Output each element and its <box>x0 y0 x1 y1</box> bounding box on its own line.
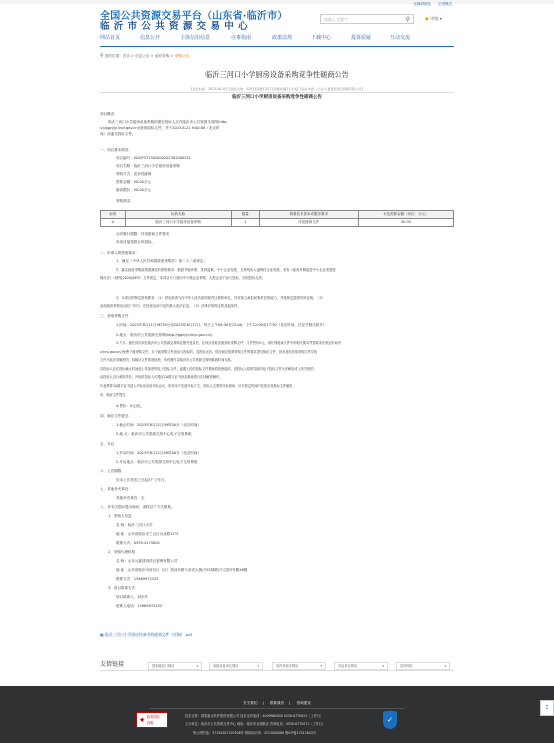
attachment-link[interactable] <box>100 632 192 637</box>
body-line: 1、满足《中华人民共和国政府采购法》第二十二条规定； <box>116 259 207 263</box>
body-line: 地 址：山东省临沂市河东区（区）滨河东路与卓亮大街(号环球路)中立院3号楼16楼 <box>116 568 248 572</box>
nav-credit[interactable]: 主体信用信息 <box>180 35 211 41</box>
friend-link-select[interactable] <box>396 662 450 670</box>
body-line: 自本公告发布之日起3个工作日。 <box>116 478 168 482</box>
body-line: 临沂三河口小学厨房设备采购的潜在投标人应在临沂市公共资源交易网(http <box>108 120 227 124</box>
footer-links: 关于我们 | 联系我们 | 咨询建议 <box>243 701 311 705</box>
body-line: 采购方式：竞争性磋商 <box>116 172 152 176</box>
accessibility-link[interactable]: 无障碍浏览 <box>413 2 431 6</box>
breadcrumb-path[interactable]: 首页 > 信息公告 > 政府采购 > <box>122 54 175 58</box>
friend-links-label: 友情链接 <box>100 661 125 668</box>
select-label: 省内其他市网站 <box>276 664 299 668</box>
main-nav <box>100 35 454 45</box>
body-line: 2.开启地点：临沂市公共资源交易中心电子交易系统 <box>116 460 198 464</box>
select-label: 省级省直单位网站 <box>213 664 239 668</box>
article-subtitle: 临沂三河口小学厨房设备采购竞争性磋商公告 <box>232 95 322 100</box>
body-line: 代表携带CA数字证书进入开标室参加开标会议，如采用不见面开标方式，投标人无需到开标现场，应在规定时间内在线完成投标文件解密。 <box>100 384 296 388</box>
footer-tech-support: 技术支持：国泰新点软件股份有限公司 技术支持电话：4009980000 0539-8770051（工作日） <box>185 714 324 718</box>
column-header: 标的 <box>101 211 126 219</box>
body-line: 最高限价：50.00万元 <box>116 188 151 192</box>
body-line: 文件不能正常解密的，其响应文件将被拒绝，所有操作以临沂市公共资源交易网系统时间为准。 <box>100 358 234 362</box>
location-label: 市级 <box>430 16 439 21</box>
body-line: 二、申请人的资格要求： <box>100 251 140 255</box>
body-line: 采购需求： <box>116 199 134 203</box>
nav-home[interactable]: 网站首页 <box>100 35 121 41</box>
body-line: 联系方式：0539-4175802 <box>116 541 160 545</box>
float-toolbar-icon[interactable]: ⇪ <box>540 700 554 716</box>
page-title: 临沂三河口小学厨房设备采购竞争性磋商公告 <box>205 70 349 79</box>
column-header: 本包预算金额（单位：万元） <box>358 211 453 219</box>
table-cell: 1 <box>231 219 259 227</box>
friend-link-select[interactable] <box>334 662 388 670</box>
location-select[interactable] <box>425 16 442 22</box>
breadcrumb-current[interactable]: 采购公告 <box>174 54 189 58</box>
body-line: 3.方式：潜在供应商在临沂市公共资源交易网注册并登录后，在项目获取页面获取采购文件，文件售价0元，请仔细阅读文件中的相关要求并按要求在规定时间内 <box>116 341 342 345</box>
badge-title: 政府网站 <box>147 715 160 719</box>
chevron-down-icon: ▾ <box>196 664 198 668</box>
body-line: 四、响应文件提交： <box>100 414 132 418</box>
body-line: 1．采购人信息 <box>108 514 132 518</box>
body-line: 其他补充事宜：无 <box>116 496 145 500</box>
badge-subtitle: 找错 <box>147 721 154 725</box>
body-line: 理办法》（财库[2020]46号）文件规定，本项目专门面向中小微企业采购，大型企业不参与投标，否则投标无效。 <box>100 276 266 280</box>
pdf-file-icon: ▦ <box>100 632 104 637</box>
footer-about-link[interactable]: 关于我们 <box>243 701 258 705</box>
security-shield-icon[interactable]: ✓ <box>383 711 397 729</box>
gov-emblem-icon: ★ <box>139 716 146 724</box>
friend-link-select[interactable] <box>148 662 202 670</box>
body-line: 项目名称：临沂三河口小学厨房设备采购 <box>116 164 180 168</box>
body-line: 七、其他补充事宜： <box>100 487 132 491</box>
body-line: y.linyi.gov.cn/)免费下载采购文件，未下载采购文件而参与投标的，其投标无效。供应商应按照采购文件的要求提交响应文件，因未及时获取采购文件导致 <box>100 350 318 354</box>
body-line: 3．项目联系方式 <box>108 586 136 590</box>
body-line: 各投标人应在投标截止时间前上传加密的电子投标文件，逾期上传的投标文件系统将拒绝接收，因投标人原因导致的电子投标文件无法解密或上传失败的， <box>100 367 317 371</box>
footer-host: 主办单位：临沂市公共资源交易中心 地址：临沂市北城新区 咨询电话：0539-8770071（工作日） <box>185 722 326 726</box>
attachment-name: 临沂三河口小学厨房设备采购磋商文件（定稿）.pdf <box>104 632 192 637</box>
body-line: 由投标人自行承担责任。开标时投标人可通过CA数字证书登录系统进行在线解密操作。 <box>100 375 223 379</box>
body-line: 2、落实政府采购政策需满足的资格要求：鼓励节能环保、扶持监狱、中小企业发展、支持残疾人福利性企业发展，若有《政府采购促进中小企业发展管 <box>116 268 336 272</box>
body-line: 一、项目基本情况： <box>100 148 132 152</box>
nav-complaint[interactable]: 投诉质疑 <box>351 35 372 41</box>
body-line: 六、公告期限 <box>100 469 122 473</box>
nav-policy[interactable]: 政策法规 <box>272 35 293 41</box>
body-line: s://ggzyjy.linyi.gov.cn/)获取招标文件，并于2023-8-21 9:00:00（北京时 <box>100 126 220 130</box>
body-line: 1.开启时间：2023年8月21日09时00分（北京时间） <box>116 451 201 455</box>
body-line: 合同履行期限：详见磋商文件要求 <box>116 232 170 236</box>
body-line: 项目联系人：刘东玲 <box>116 595 148 599</box>
table-row <box>101 219 454 227</box>
search-icon[interactable]: ⚲ <box>405 16 410 23</box>
select-label: 县内网站 <box>400 664 413 668</box>
select-label: 市直单位网站 <box>338 664 358 668</box>
nav-info[interactable]: 信息公开 <box>140 35 161 41</box>
body-line: 4.售价：0元/包。 <box>116 404 145 408</box>
column-header: 数量 <box>231 211 259 219</box>
chevron-down-icon: ▾ <box>382 664 384 668</box>
body-line: 项目编号：SDGP371302000202302000251 <box>116 156 191 160</box>
top-links <box>407 2 452 7</box>
top-utility-bar <box>0 0 554 4</box>
gov-website-badge[interactable] <box>136 712 168 728</box>
table-cell: 50.00 <box>358 219 453 227</box>
chevron-down-icon: ▾ <box>444 664 446 668</box>
body-line: 四、响应文件提交 <box>100 393 126 397</box>
table-cell: A <box>101 219 126 227</box>
body-line: 联系人电话：13969972152 <box>116 604 163 608</box>
table-cell: 详见磋商文件 <box>259 219 358 227</box>
footer-registration: 鲁公网安备：37130202720308号 网站标识码：3713000080 鲁ICP备17012643号 <box>193 731 317 735</box>
search-input[interactable] <box>320 14 414 24</box>
location-pin-icon: ● <box>425 16 429 21</box>
body-line: 预算金额：50.00万元 <box>116 180 151 184</box>
nav-interact[interactable]: 互动交流 <box>390 35 411 41</box>
nav-download[interactable]: 下载中心 <box>311 35 332 41</box>
body-line: 名 称：山东元嘉建设项目管理有限公司 <box>116 559 178 563</box>
body-line: 参加政府采购活动前三年内，在经营活动中没有重大违法记录。（3）法律法规规定的其他条件。 <box>100 304 241 308</box>
footer-suggest-link[interactable]: 咨询建议 <box>296 701 311 705</box>
body-line: 间）前递交投标文件。 <box>100 132 136 136</box>
breadcrumb-prefix: 您的位置： <box>104 54 123 58</box>
search-placeholder: 请输入关键字 <box>324 17 348 22</box>
footer-contact-link[interactable]: 联系我们 <box>269 701 285 705</box>
nav-divider <box>100 46 454 47</box>
chevron-down-icon: ▾ <box>439 16 442 21</box>
article-meta: 【信息时间：2023-08-10】【阅读次数：529】【我要打印】【我要收藏】【关闭】【信息来源：/山东元嘉建设项目管理有限公司】 <box>189 87 365 91</box>
body-line: 2．采购代理机构 <box>108 550 136 554</box>
body-line: 2.地 点：临沂市公共资源交易中心电子交易系统 <box>116 432 192 436</box>
body-line: 联系方式：13969972152 <box>116 577 159 581</box>
body-line: 1.截止时间：2023年8月21日09时00分（北京时间） <box>116 423 201 427</box>
divider <box>100 92 454 93</box>
location-pin-icon: ⚲ <box>100 53 104 59</box>
body-line: 本项目接受联合体投标。 <box>116 240 156 244</box>
table-cell: 临沂三河口小学厨房设备采购 <box>125 219 231 227</box>
friend-link-select[interactable] <box>272 662 326 670</box>
nav-guide[interactable]: 办事指南 <box>231 35 252 41</box>
body-line: 2.地点：临沂市公共资源交易网(http://ggzyjy.linyi.gov.cn/) <box>116 333 213 337</box>
body-line: 1.时间：2023年8月11日9时30分至2023年8月17日，每天上午08:30至12:00，下午12:00至17:30（北京时间，法定节假日除外） <box>116 323 327 327</box>
brand-line-2[interactable]: 临 沂 市 公 共 资 源 交 易 中 心 <box>100 21 249 32</box>
divider <box>100 670 454 671</box>
column-header: 简要技术需求或服务要求 <box>259 211 358 219</box>
brand-line-1[interactable]: 全国公共资源交易平台（山东省·临沂市） <box>100 11 288 22</box>
body-line: 名 称：临沂三河口小学 <box>116 523 153 527</box>
column-header: 标的名称 <box>125 211 231 219</box>
procurement-table <box>100 210 454 227</box>
select-label: 国家级部门网站 <box>152 664 175 668</box>
body-line: 三、获取采购文件 <box>100 314 129 318</box>
body-line: 八、对本次招标提出询问，请按以下方式联系。 <box>100 505 175 509</box>
body-line: 项目概况 <box>100 112 115 116</box>
body-line: 地 址：山东省临沂市兰山区兵圣路11号 <box>116 532 179 536</box>
breadcrumb <box>100 53 189 60</box>
friend-link-select[interactable] <box>209 662 263 670</box>
table-header-row <box>101 211 454 219</box>
elder-mode-link[interactable]: 长者模式 <box>438 2 452 6</box>
body-line: 3、本项目的特定资格要求：（1）供应商须为在中华人民共和国境内注册的单位，具有独立承担民事责任的能力，并按规定提供有效证明。（2） <box>116 296 326 300</box>
footer-divider <box>150 708 404 709</box>
chevron-down-icon: ▾ <box>320 664 322 668</box>
chevron-down-icon: ▾ <box>257 664 259 668</box>
body-line: 五、开启 <box>100 442 115 446</box>
